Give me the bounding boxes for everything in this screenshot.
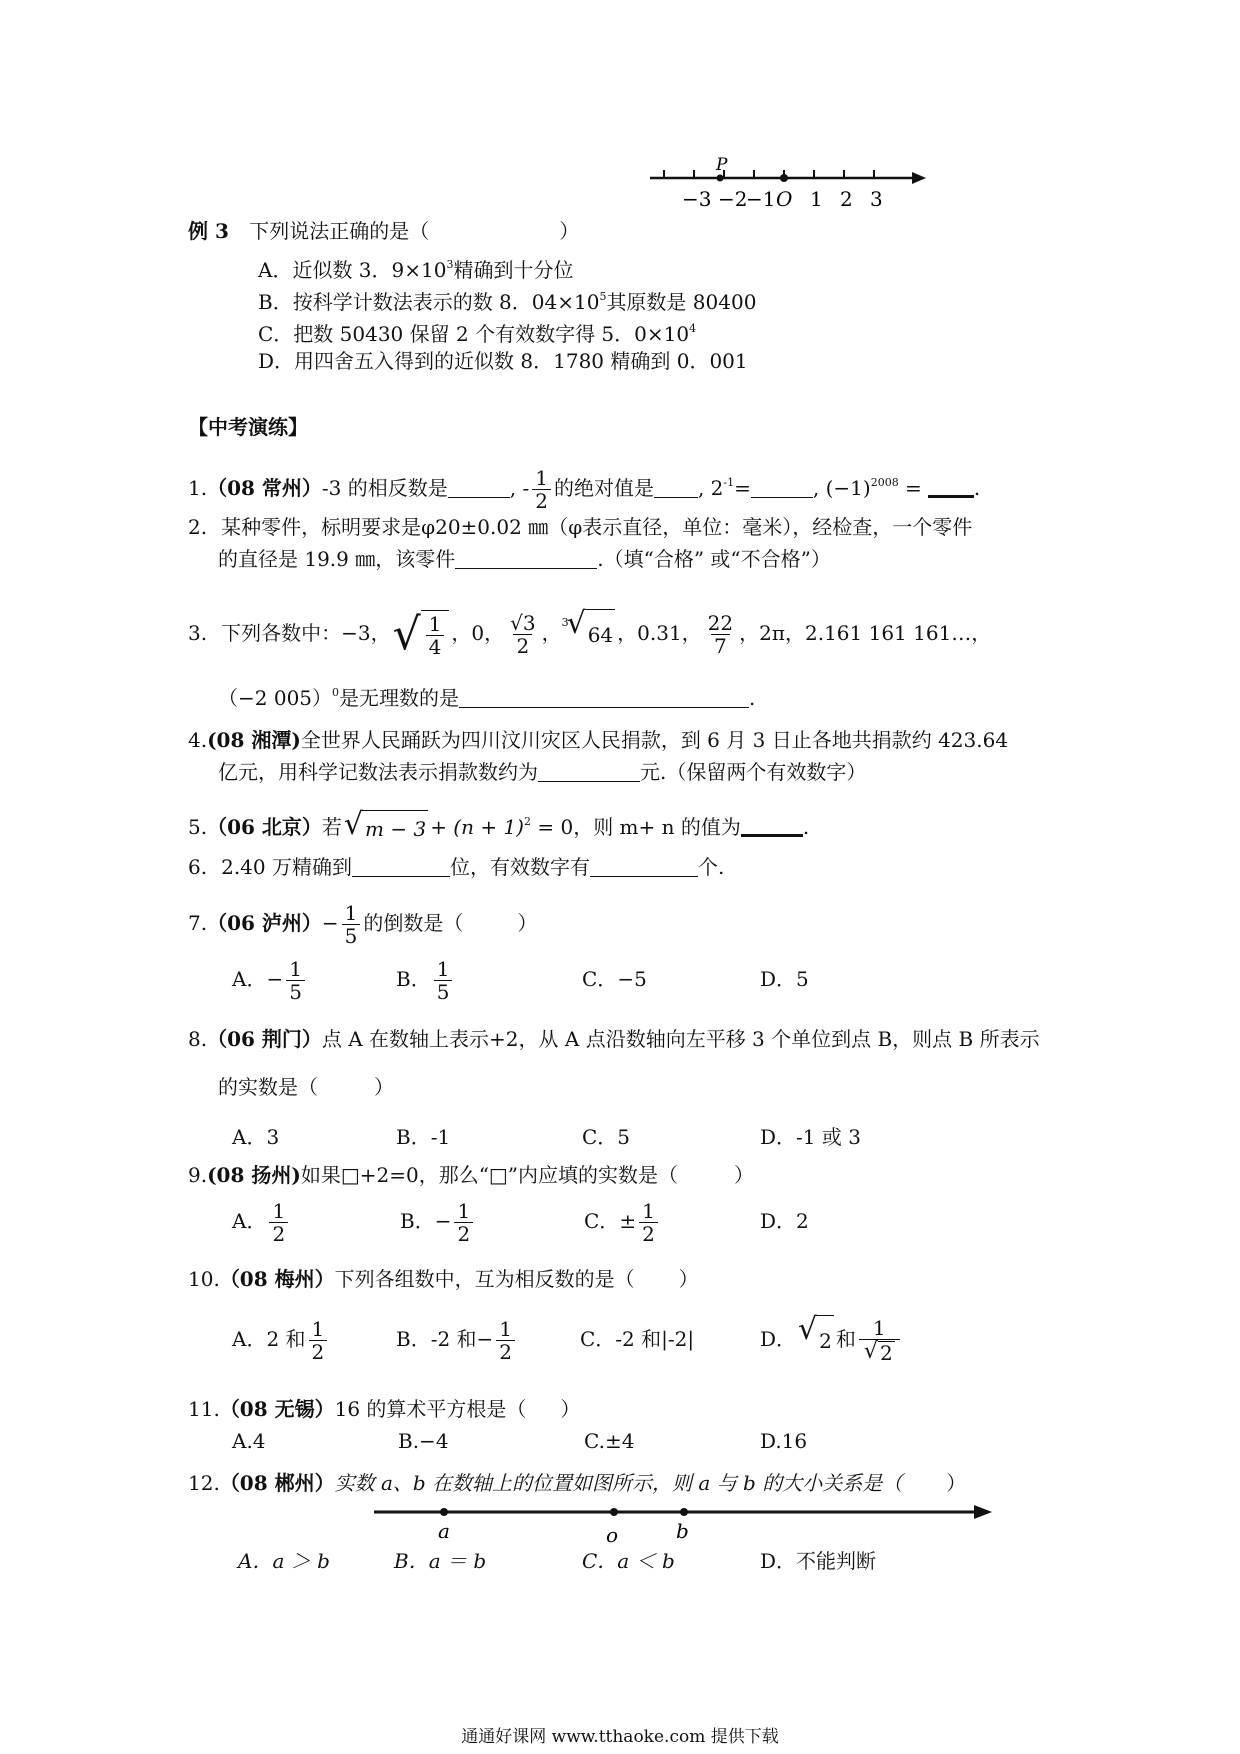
q9-option-c[interactable]: C．± $\frac{1}{2}$ (584, 1196, 661, 1246)
axis-arrow (912, 172, 926, 184)
q10-option-d[interactable]: D． √ 2 和 1 √ 2 (760, 1314, 903, 1366)
q10-option-b[interactable]: B．-2 和− $\frac{1}{2}$ (396, 1314, 518, 1364)
point-p-label: P (716, 155, 728, 175)
fraction: $\frac{√3}{2}$ (510, 611, 536, 658)
q12-option-b[interactable]: B．a ＝ b (394, 1549, 487, 1573)
answer-blank[interactable] (538, 781, 640, 782)
q9-option-a[interactable]: A． $\frac{1}{2}$ (232, 1196, 291, 1246)
question-4-line2: 亿元，用科学记数法表示捐款数约为 元.（保留两个有效数字） (218, 760, 867, 784)
question-2-line2: 的直径是 19.9 ㎜，该零件 .（填“合格” 或“不合格”） (218, 547, 831, 571)
axis-arrow (974, 1505, 992, 1519)
number-line-top (650, 155, 950, 220)
q7-option-d[interactable]: D．5 (760, 967, 809, 991)
fraction: $\frac{1}{5}$ (342, 902, 361, 947)
q11-option-b[interactable]: B.−4 (398, 1429, 449, 1453)
sqrt: √ m − 3 (344, 810, 428, 847)
question-10: 10.（08 梅州）下列各组数中，互为相反数的是（ ） (188, 1267, 699, 1291)
q11-option-a[interactable]: A.4 (232, 1429, 266, 1453)
question-3-line1: 3. 下列各数中：−3， √ $\frac{1}{4}$ ，0， $\frac{√3}{2}$ ，$^3$ √ 64 ，0.31， $\frac{22}{7}$ ，2π，2.161 161 161…， (188, 606, 992, 660)
q9-option-d[interactable]: D．2 (760, 1209, 809, 1233)
question-7: 7.（06 泸州）− $\frac{1}{5}$ 的倒数是（ ） (188, 901, 538, 948)
question-11: 11.（08 无锡）16 的算术平方根是（ ） (188, 1397, 581, 1421)
example3-option-d[interactable]: D．用四舍五入得到的近似数 8．1780 精确到 0．001 (258, 349, 748, 373)
example3-text: 下列说法正确的是（ (249, 219, 430, 243)
footer-text: 通通好课网 www.tthaoke.com 提供下载 (461, 1727, 779, 1747)
q8-option-d[interactable]: D．-1 或 3 (760, 1125, 861, 1149)
example3-close: ） (559, 219, 580, 243)
point-o (610, 1508, 618, 1516)
question-12: 12.（08 郴州）实数 a、b 在数轴上的位置如图所示，则 a 与 b 的大小关系是（ ） (188, 1471, 967, 1495)
q7-option-c[interactable]: C．−5 (582, 967, 647, 991)
point-o-label: o (606, 1523, 619, 1547)
point-a-label: a (438, 1519, 450, 1543)
question-8-line2: 的实数是（ ） (218, 1075, 394, 1099)
q12-option-a[interactable]: A．a ＞ b (238, 1549, 330, 1573)
sqrt-fraction: √ $\frac{1}{4}$ (393, 610, 450, 660)
q12-option-c[interactable]: C．a ＜ b (582, 1549, 675, 1573)
tick-label: 2 (840, 187, 853, 211)
example3-option-a[interactable]: A．近似数 3．$9\times 10^3$精确到十分位 (258, 258, 574, 282)
q7-option-b[interactable]: B． $\frac{1}{5}$ (396, 954, 455, 1004)
question-8-line1: 8.（06 荆门）点 A 在数轴上表示+2，从 A 点沿数轴向左平移 3 个单位到点 B，则点 B 所表示 (188, 1027, 1040, 1051)
q11-option-d[interactable]: D.16 (760, 1429, 808, 1453)
question-2-line1: 2. 某种零件，标明要求是φ20±0.02 ㎜（φ表示直径，单位：毫米），经检查，一个零件 (188, 515, 973, 539)
q8-option-a[interactable]: A．3 (232, 1125, 280, 1149)
example3-option-c[interactable]: C．把数 50430 保留 2 个有效数字得 5．$0\times 10^4$ (258, 322, 697, 346)
q11-option-c[interactable]: C.±4 (584, 1429, 635, 1453)
answer-blank[interactable] (455, 568, 597, 569)
point-a (440, 1508, 448, 1516)
question-5: 5.（06 北京）若 √ m − 3 + $(n + 1)^2 = 0$，则 m+ n 的值为 . (188, 804, 809, 847)
point-b-label: b (676, 1519, 689, 1543)
section-title: 【中考演练】 (188, 415, 308, 439)
q7-option-a[interactable]: A．− $\frac{1}{5}$ (232, 954, 308, 1004)
question-3-line2: （−2 005）$^0$是无理数的是 . (218, 686, 756, 710)
answer-blank[interactable] (459, 707, 749, 708)
q12-option-d[interactable]: D．不能判断 (760, 1549, 877, 1573)
example3-label: 例 3 (188, 219, 229, 243)
tick-label: −3 (682, 187, 712, 211)
q8-option-c[interactable]: C．5 (582, 1125, 631, 1149)
question-1: 1.（08 常州）-3 的相反数是 , - $\frac{1}{2}$ 的绝对值是 , $2^{-1}=$ , $(-1)^{2008}$ = . (188, 466, 981, 513)
cube-root: √ 64 (567, 609, 616, 660)
tick-label: −1 (746, 187, 776, 211)
question-4-line1: 4.(08 湘潭)全世界人民踊跃为四川汶川灾区人民捐款，到 6 月 3 日止各地共捐款约 423.64 (188, 728, 1009, 752)
question-6: 6. 2.40 万精确到 位，有效数字有 个. (188, 855, 725, 879)
number-line-q12 (374, 1500, 1014, 1550)
tick-label: O (776, 187, 793, 211)
q10-option-a[interactable]: A．2 和 $\frac{1}{2}$ (232, 1314, 330, 1364)
answer-blank[interactable] (590, 876, 698, 877)
fraction: $\frac{1}{2}$ (532, 467, 551, 512)
example3-stem (188, 218, 579, 244)
q8-option-b[interactable]: B．-1 (396, 1125, 451, 1149)
q9-option-b[interactable]: B．− $\frac{1}{2}$ (400, 1196, 476, 1246)
tick-label: 1 (810, 187, 823, 211)
tick-label: 3 (870, 187, 883, 211)
point-b (680, 1508, 688, 1516)
fraction: $\frac{22}{7}$ (707, 611, 734, 658)
q10-option-c[interactable]: C．-2 和|-2| (580, 1327, 695, 1351)
tick-label: −2 (718, 187, 748, 211)
point-p (717, 175, 724, 182)
question-9: 9.(08 扬州)如果□+2=0，那么“□”内应填的实数是（ ） (188, 1163, 755, 1187)
answer-blank[interactable] (352, 876, 450, 877)
answer-blank[interactable] (741, 834, 803, 837)
point-origin (780, 174, 788, 182)
example3-option-b[interactable]: B．按科学计数法表示的数 8．$04\times 10^5$其原数是 80400 (258, 290, 757, 314)
